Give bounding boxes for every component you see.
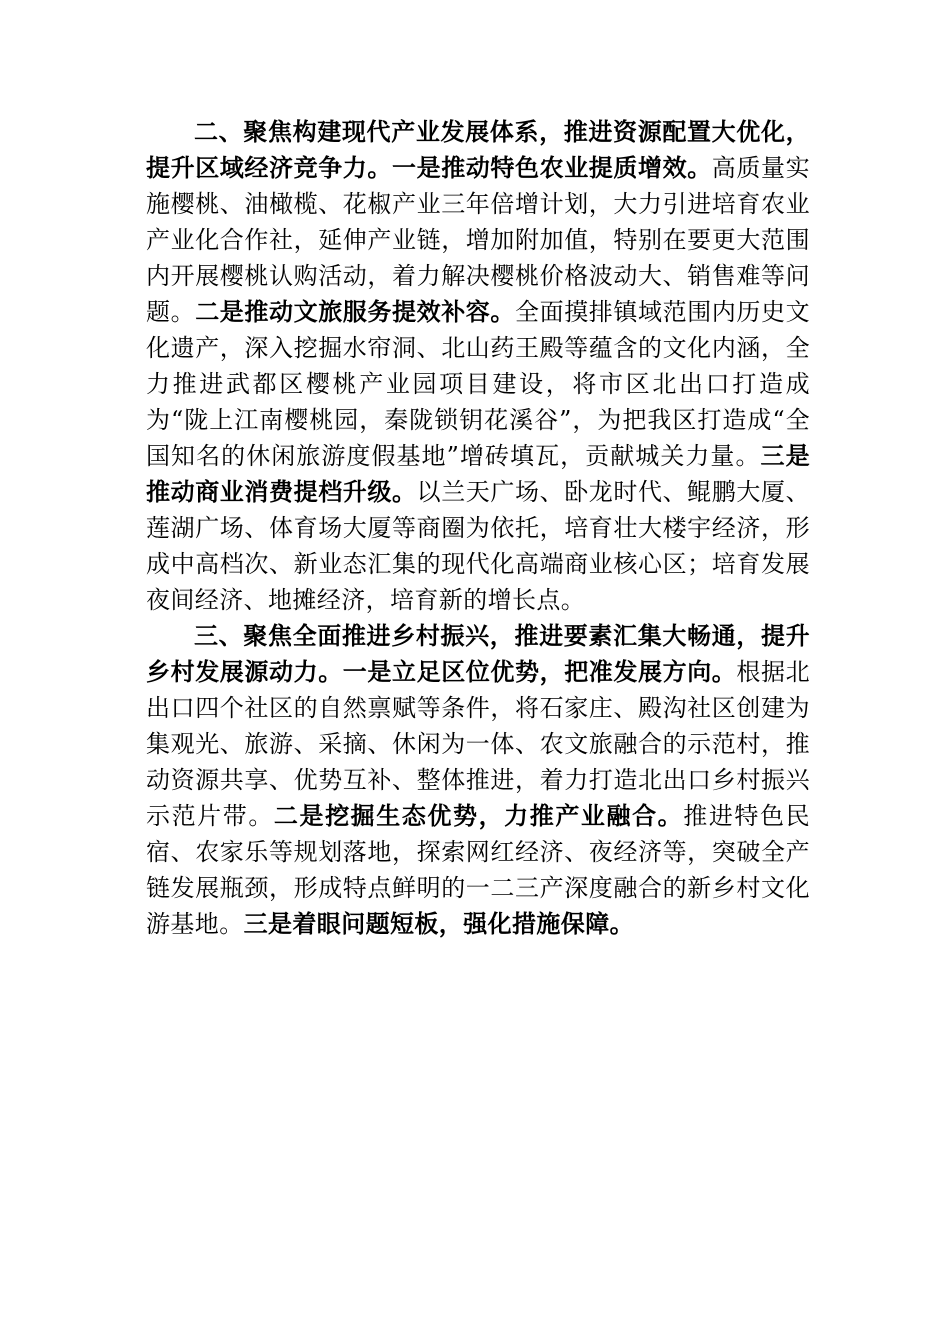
body-text: 高质量实施樱桃、油橄榄、花椒产业三年倍增计划，大力引进培育农业产业化合作社，延伸产业链，增加附加值，特别在要更大范围内开展樱桃认购活动，着力解决樱桃价格波动大、销售难等问题。 xyxy=(146,154,810,326)
paragraph-rural-revitalization xyxy=(146,618,810,942)
point-heading: 三是着眼问题短板，强化措施保障。 xyxy=(243,910,635,938)
body-text: 推进特色民宿、农家乐等规划落地，探索网红经济、夜经济等，突破全产链发展瓶颈，形成特点鲜明的一二三产深度融合的新乡村文化游基地。 xyxy=(146,802,811,938)
paragraph-industry-system xyxy=(146,114,810,618)
document-page xyxy=(146,114,810,942)
point-heading: 二是挖掘生态优势，力推产业融合。 xyxy=(273,802,684,830)
point-heading: 二是推动文旅服务提效补容。 xyxy=(195,298,515,326)
section-heading: 二、聚焦构建现代产业发展体系，推进资源配置大优化，提升区域经济竞争力。 xyxy=(146,118,810,182)
body-text: 全面摸排镇域范围内历史文化遗产，深入挖掘水帘洞、北山药王殿等蕴含的文化内涵，全力推进武都区樱桃产业园项目建设，将市区北出口打造成为“陇上江南樱桃园，秦陇锁钥花溪谷”，为把我区打造成“全国知名的休闲旅游度假基地”增砖填瓦，贡献城关力量。 xyxy=(146,298,810,470)
point-heading: 一是推动特色农业提质增效。 xyxy=(392,154,712,182)
point-heading: 三是推动商业消费提档升级。 xyxy=(146,442,810,506)
point-heading: 一是立足区位优势，把准发展方向。 xyxy=(342,658,737,686)
section-heading: 三、聚焦全面推进乡村振兴，推进要素汇集大畅通，提升乡村发展源动力。 xyxy=(146,622,810,686)
body-text: 以兰天广场、卧龙时代、鲲鹏大厦、莲湖广场、体育场大厦等商圈为依托，培育壮大楼宇经济，形成中高档次、新业态汇集的现代化高端商业核心区；培育发展夜间经济、地摊经济，培育新的增长点。 xyxy=(146,478,810,614)
body-text: 根据北出口四个社区的自然禀赋等条件，将石家庄、殿沟社区创建为集观光、旅游、采摘、休闲为一体、农文旅融合的示范村，推动资源共享、优势互补、整体推进，着力打造北出口乡村振兴示范片带。 xyxy=(146,658,810,830)
